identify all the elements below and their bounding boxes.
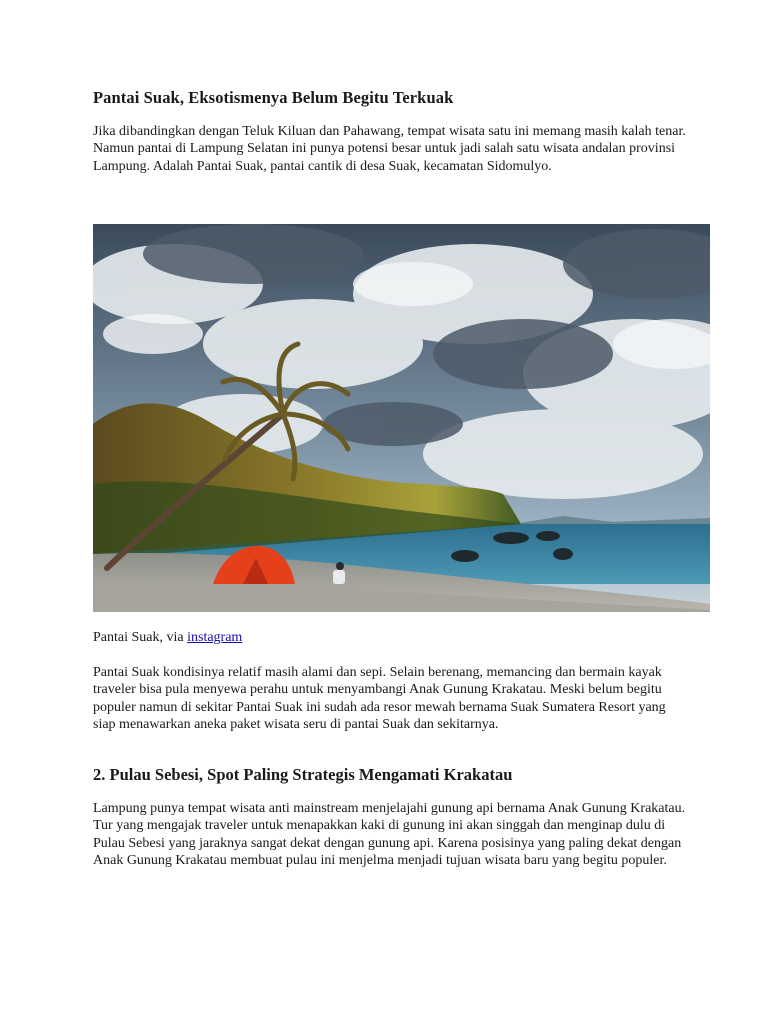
section-heading-pulau-sebesi: 2. Pulau Sebesi, Spot Paling Strategis Mengamati Krakatau (93, 765, 513, 784)
pantai-suak-paragraph: Pantai Suak kondisinya relatif masih alami dan sepi. Selain berenang, memancing dan bermain kayak traveler bisa pula menyewa perahu untuk menyambangi Anak Gunung Krakatau. Meski belum begitu populer namun di sekitar Pantai Suak ini sudah ada resor mewah bernama Suak Sumatera Resort yang siap menawarkan aneka paket wisata seru di pantai Suak dan sekitarnya. (93, 665, 666, 732)
intro-paragraph: Jika dibandingkan dengan Teluk Kiluan dan Pahawang, tempat wisata satu ini memang masih kalah tenar. Namun pantai di Lampung Selatan ini punya potensi besar untuk jadi salah satu wisata andalan provinsi Lampung. Adalah Pantai Suak, pantai cantik di desa Suak, kecamatan Sidomulyo. (93, 124, 686, 174)
beach-photo (93, 224, 710, 612)
caption-text: Pantai Suak, via (93, 630, 188, 645)
beach-photo-illustration (93, 224, 710, 612)
instagram-link[interactable]: instagram (187, 630, 243, 645)
section-heading-pantai-suak: Pantai Suak, Eksotismenya Belum Begitu Terkuak (93, 88, 454, 107)
photo-caption (93, 630, 242, 646)
pulau-sebesi-paragraph: Lampung punya tempat wisata anti mainstream menjelajahi gunung api bernama Anak Gunung Krakatau. Tur yang mengajak traveler untuk menapakkan kaki di gunung ini akan singgah dan menginap dulu di Pulau Sebesi yang jaraknya sangat dekat dengan gunung api. Karena posisinya yang paling dekat dengan Anak Gunung Krakatau membuat pulau ini menjelma menjadi tujuan wisata baru yang begitu populer. (93, 801, 686, 868)
